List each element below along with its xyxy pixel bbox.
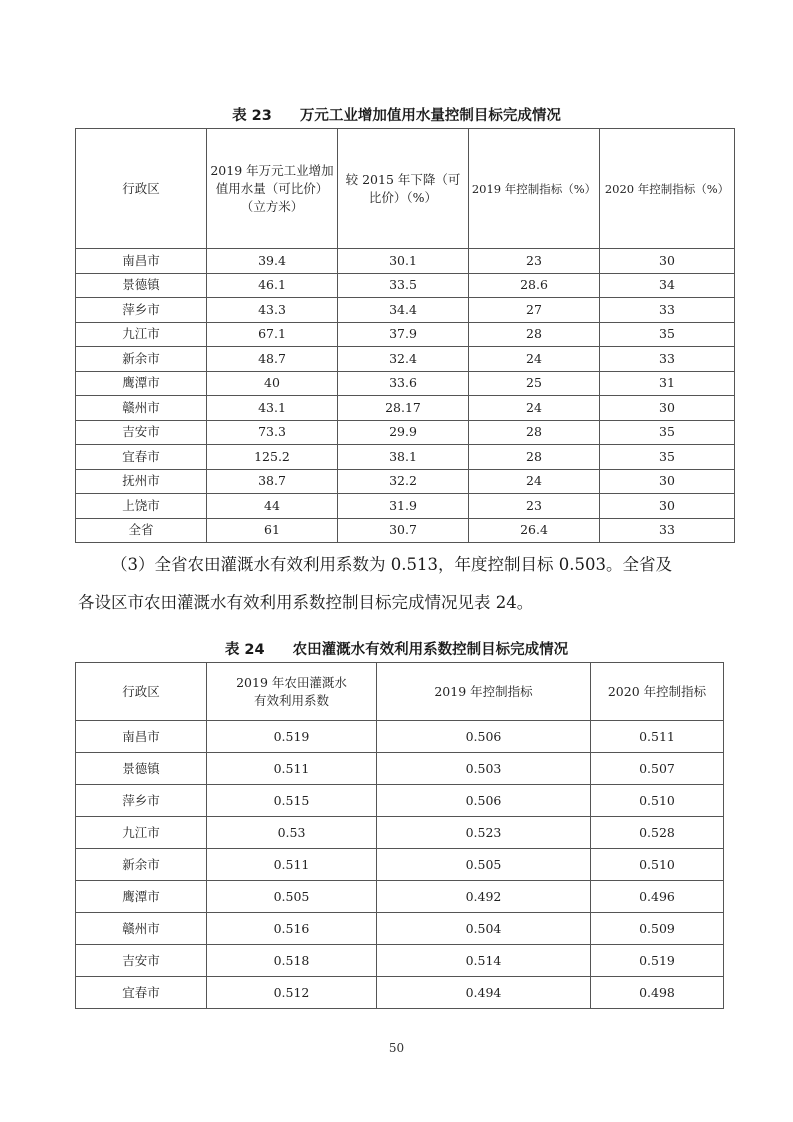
value-cell: 0.505 — [207, 881, 377, 913]
table24-header-cell: 2020 年控制指标 — [591, 663, 724, 721]
value-cell: 0.514 — [377, 945, 591, 977]
value-cell: 0.53 — [207, 817, 377, 849]
value-cell: 0.498 — [591, 977, 724, 1009]
table24-header-row — [76, 663, 724, 721]
value-cell: 73.3 — [207, 420, 338, 445]
table23-row — [76, 469, 735, 494]
table24-row — [76, 913, 724, 945]
region-cell: 南昌市 — [76, 721, 207, 753]
table23-header-cell: 2019 年控制指标（%） — [469, 129, 600, 249]
table23-row — [76, 396, 735, 421]
value-cell: 0.518 — [207, 945, 377, 977]
value-cell: 28 — [469, 420, 600, 445]
value-cell: 30 — [600, 396, 735, 421]
table23-row — [76, 298, 735, 323]
table23-row — [76, 322, 735, 347]
value-cell: 61 — [207, 518, 338, 543]
value-cell: 30 — [600, 494, 735, 519]
value-cell: 23 — [469, 494, 600, 519]
value-cell: 34.4 — [338, 298, 469, 323]
value-cell: 43.3 — [207, 298, 338, 323]
region-cell: 鹰潭市 — [76, 371, 207, 396]
table23-row — [76, 494, 735, 519]
value-cell: 0.492 — [377, 881, 591, 913]
value-cell: 35 — [600, 445, 735, 470]
region-cell: 新余市 — [76, 849, 207, 881]
region-cell: 赣州市 — [76, 913, 207, 945]
value-cell: 34 — [600, 273, 735, 298]
region-cell: 抚州市 — [76, 469, 207, 494]
region-cell: 赣州市 — [76, 396, 207, 421]
table23-row — [76, 371, 735, 396]
value-cell: 24 — [469, 396, 600, 421]
value-cell: 67.1 — [207, 322, 338, 347]
table23-header-cell: 2019 年万元工业增加值用水量（可比价）（立方米） — [207, 129, 338, 249]
value-cell: 0.504 — [377, 913, 591, 945]
value-cell: 30.7 — [338, 518, 469, 543]
table24-row — [76, 945, 724, 977]
value-cell: 30 — [600, 249, 735, 274]
value-cell: 0.519 — [591, 945, 724, 977]
region-cell: 新余市 — [76, 347, 207, 372]
value-cell: 38.1 — [338, 445, 469, 470]
value-cell: 33 — [600, 347, 735, 372]
value-cell: 30.1 — [338, 249, 469, 274]
region-cell: 九江市 — [76, 322, 207, 347]
value-cell: 0.503 — [377, 753, 591, 785]
region-cell: 萍乡市 — [76, 298, 207, 323]
value-cell: 0.510 — [591, 849, 724, 881]
table24-row — [76, 753, 724, 785]
table24-row — [76, 977, 724, 1009]
region-cell: 九江市 — [76, 817, 207, 849]
value-cell: 33 — [600, 298, 735, 323]
table24-header-cell: 2019 年农田灌溉水有效利用系数 — [207, 663, 377, 721]
value-cell: 0.507 — [591, 753, 724, 785]
value-cell: 125.2 — [207, 445, 338, 470]
value-cell: 27 — [469, 298, 600, 323]
value-cell: 33.6 — [338, 371, 469, 396]
region-cell: 景德镇 — [76, 273, 207, 298]
table24-caption — [0, 638, 793, 659]
value-cell: 0.512 — [207, 977, 377, 1009]
table24-row — [76, 785, 724, 817]
value-cell: 0.511 — [207, 849, 377, 881]
value-cell: 28.17 — [338, 396, 469, 421]
table24-caption-number: 表 24 — [224, 642, 265, 658]
paragraph-line-2: 各设区市农田灌溉水有效利用系数控制目标完成情况见表 24。 — [78, 593, 534, 612]
value-cell: 38.7 — [207, 469, 338, 494]
value-cell: 29.9 — [338, 420, 469, 445]
value-cell: 0.509 — [591, 913, 724, 945]
value-cell: 32.4 — [338, 347, 469, 372]
value-cell: 32.2 — [338, 469, 469, 494]
value-cell: 0.515 — [207, 785, 377, 817]
table24-header-cell: 2019 年控制指标 — [377, 663, 591, 721]
table24-caption-title: 农田灌溉水有效利用系数控制目标完成情况 — [292, 642, 569, 658]
value-cell: 26.4 — [469, 518, 600, 543]
table24-row — [76, 817, 724, 849]
value-cell: 0.516 — [207, 913, 377, 945]
value-cell: 31 — [600, 371, 735, 396]
table24-header-cell: 行政区 — [76, 663, 207, 721]
value-cell: 0.505 — [377, 849, 591, 881]
value-cell: 23 — [469, 249, 600, 274]
body-paragraph — [78, 546, 738, 622]
value-cell: 24 — [469, 347, 600, 372]
value-cell: 35 — [600, 322, 735, 347]
table24-row — [76, 721, 724, 753]
value-cell: 0.506 — [377, 721, 591, 753]
value-cell: 48.7 — [207, 347, 338, 372]
region-cell: 宜春市 — [76, 977, 207, 1009]
value-cell: 30 — [600, 469, 735, 494]
table23-row — [76, 273, 735, 298]
value-cell: 37.9 — [338, 322, 469, 347]
region-cell: 吉安市 — [76, 945, 207, 977]
value-cell: 44 — [207, 494, 338, 519]
table23-header-cell: 较 2015 年下降（可比价）（%） — [338, 129, 469, 249]
value-cell: 35 — [600, 420, 735, 445]
value-cell: 0.510 — [591, 785, 724, 817]
value-cell: 33.5 — [338, 273, 469, 298]
value-cell: 0.511 — [207, 753, 377, 785]
value-cell: 31.9 — [338, 494, 469, 519]
table23-header-cell: 行政区 — [76, 129, 207, 249]
value-cell: 0.528 — [591, 817, 724, 849]
value-cell: 43.1 — [207, 396, 338, 421]
table23-row — [76, 445, 735, 470]
table23-row — [76, 249, 735, 274]
value-cell: 24 — [469, 469, 600, 494]
value-cell: 28 — [469, 445, 600, 470]
region-cell: 鹰潭市 — [76, 881, 207, 913]
table23-row — [76, 347, 735, 372]
value-cell: 0.494 — [377, 977, 591, 1009]
value-cell: 33 — [600, 518, 735, 543]
table24-row — [76, 881, 724, 913]
table23-caption-title: 万元工业增加值用水量控制目标完成情况 — [299, 108, 561, 124]
table23 — [75, 128, 735, 543]
value-cell: 46.1 — [207, 273, 338, 298]
value-cell: 0.523 — [377, 817, 591, 849]
value-cell: 0.496 — [591, 881, 724, 913]
table23-header-cell: 2020 年控制指标（%） — [600, 129, 735, 249]
value-cell: 39.4 — [207, 249, 338, 274]
value-cell: 0.511 — [591, 721, 724, 753]
region-cell: 宜春市 — [76, 445, 207, 470]
table23-header-row — [76, 129, 735, 249]
value-cell: 25 — [469, 371, 600, 396]
region-cell: 萍乡市 — [76, 785, 207, 817]
value-cell: 0.506 — [377, 785, 591, 817]
table23-row — [76, 518, 735, 543]
paragraph-line-1: （3）全省农田灌溉水有效利用系数为 0.513，年度控制目标 0.503。全省及 — [111, 555, 672, 574]
page-number: 50 — [388, 1041, 405, 1055]
region-cell: 上饶市 — [76, 494, 207, 519]
region-cell: 全省 — [76, 518, 207, 543]
region-cell: 吉安市 — [76, 420, 207, 445]
table24 — [75, 662, 724, 1009]
region-cell: 景德镇 — [76, 753, 207, 785]
table23-caption — [0, 104, 793, 125]
value-cell: 40 — [207, 371, 338, 396]
table24-row — [76, 849, 724, 881]
table23-row — [76, 420, 735, 445]
value-cell: 28.6 — [469, 273, 600, 298]
value-cell: 0.519 — [207, 721, 377, 753]
region-cell: 南昌市 — [76, 249, 207, 274]
value-cell: 28 — [469, 322, 600, 347]
table23-caption-number: 表 23 — [232, 108, 272, 124]
